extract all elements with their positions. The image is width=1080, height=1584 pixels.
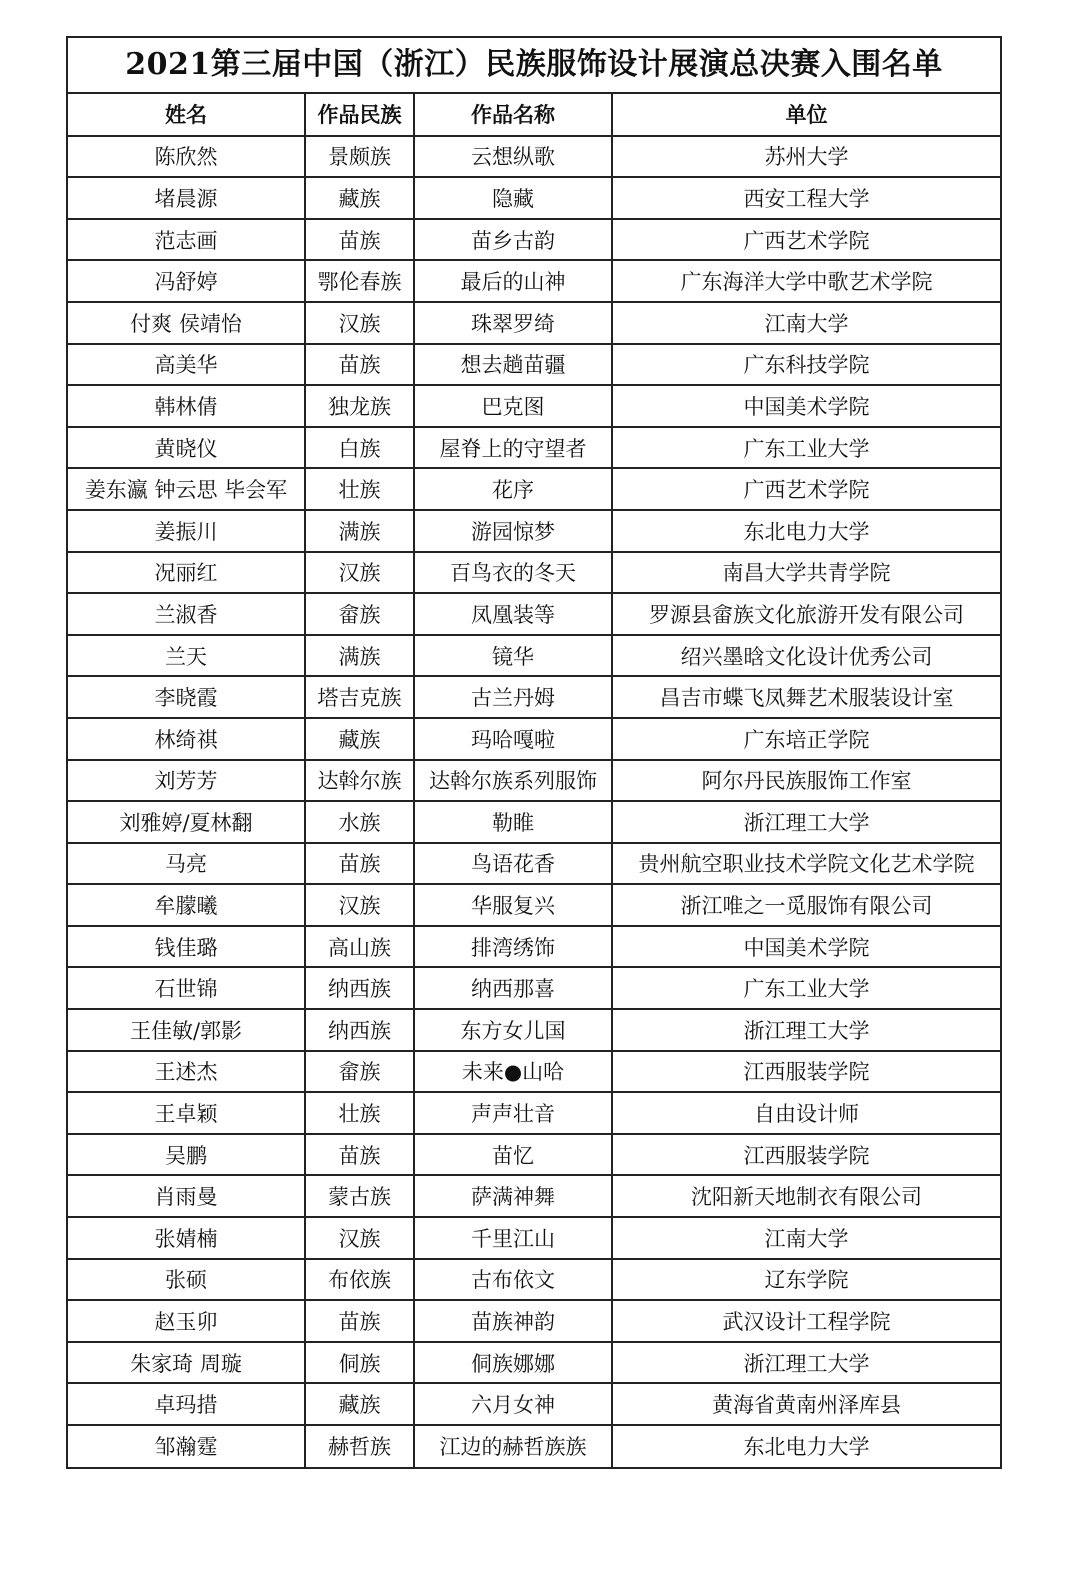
table-row [68,136,1000,178]
cell-organization: 阿尔丹民族服饰工作室 [612,760,1000,802]
cell-organization: 浙江理工大学 [612,801,1000,843]
cell-ethnicity: 满族 [305,510,414,552]
finalist-list-sheet [66,36,1002,1469]
table-row [68,219,1000,261]
cell-work-title: 苗族神韵 [414,1300,612,1342]
table-row [68,260,1000,302]
cell-work-title: 百鸟衣的冬天 [414,552,612,594]
cell-name: 张婧楠 [68,1217,305,1259]
cell-name: 刘芳芳 [68,760,305,802]
cell-ethnicity: 独龙族 [305,385,414,427]
cell-organization: 广东工业大学 [612,967,1000,1009]
column-header-ethnicity: 作品民族 [305,94,414,136]
table-row [68,801,1000,843]
cell-name: 高美华 [68,344,305,386]
table-row [68,1383,1000,1425]
cell-work-title: 珠翠罗绮 [414,302,612,344]
table-row [68,468,1000,510]
cell-organization: 广东科技学院 [612,344,1000,386]
cell-work-title: 声声壮音 [414,1092,612,1134]
cell-name: 李晓霞 [68,676,305,718]
cell-ethnicity: 赫哲族 [305,1425,414,1467]
cell-organization: 东北电力大学 [612,510,1000,552]
table-row [68,344,1000,386]
cell-ethnicity: 满族 [305,635,414,677]
cell-ethnicity: 苗族 [305,1134,414,1176]
table-row [68,593,1000,635]
cell-work-title: 隐藏 [414,177,612,219]
cell-work-title: 花序 [414,468,612,510]
table-row [68,302,1000,344]
cell-organization: 浙江唯之一觅服饰有限公司 [612,884,1000,926]
table-row [68,1342,1000,1384]
cell-ethnicity: 畲族 [305,1051,414,1093]
table-row [68,385,1000,427]
cell-work-title: 纳西那喜 [414,967,612,1009]
cell-name: 兰淑香 [68,593,305,635]
cell-organization: 江南大学 [612,1217,1000,1259]
cell-name: 王卓颖 [68,1092,305,1134]
cell-ethnicity: 壮族 [305,468,414,510]
cell-work-title: 侗族娜娜 [414,1342,612,1384]
cell-ethnicity: 鄂伦春族 [305,260,414,302]
cell-name: 姜东瀛 钟云思 毕会军 [68,468,305,510]
cell-name: 况丽红 [68,552,305,594]
table-row [68,884,1000,926]
cell-ethnicity: 苗族 [305,1300,414,1342]
cell-ethnicity: 藏族 [305,177,414,219]
cell-organization: 武汉设计工程学院 [612,1300,1000,1342]
table-row [68,1300,1000,1342]
cell-organization: 辽东学院 [612,1259,1000,1301]
cell-ethnicity: 景颇族 [305,136,414,178]
cell-name: 牟朦曦 [68,884,305,926]
cell-name: 石世锦 [68,967,305,1009]
cell-work-title: 未来●山哈 [414,1051,612,1093]
cell-name: 陈欣然 [68,136,305,178]
cell-name: 吴鹏 [68,1134,305,1176]
cell-name: 林绮祺 [68,718,305,760]
cell-organization: 广东培正学院 [612,718,1000,760]
cell-ethnicity: 汉族 [305,1217,414,1259]
cell-organization: 南昌大学共青学院 [612,552,1000,594]
cell-organization: 绍兴墨晗文化设计优秀公司 [612,635,1000,677]
cell-work-title: 东方女儿国 [414,1009,612,1051]
cell-organization: 西安工程大学 [612,177,1000,219]
cell-name: 黄晓仪 [68,427,305,469]
cell-organization: 江西服装学院 [612,1134,1000,1176]
cell-ethnicity: 壮族 [305,1092,414,1134]
cell-ethnicity: 汉族 [305,302,414,344]
table-row [68,177,1000,219]
cell-name: 刘雅婷/夏林翻 [68,801,305,843]
cell-name: 范志画 [68,219,305,261]
page-title: 2021第三届中国（浙江）民族服饰设计展演总决赛入围名单 [68,38,1000,94]
cell-organization: 黄海省黄南州泽库县 [612,1383,1000,1425]
cell-name: 朱家琦 周璇 [68,1342,305,1384]
cell-ethnicity: 苗族 [305,843,414,885]
cell-work-title: 千里江山 [414,1217,612,1259]
cell-organization: 浙江理工大学 [612,1342,1000,1384]
table-row [68,1175,1000,1217]
cell-work-title: 游园惊梦 [414,510,612,552]
table-row [68,676,1000,718]
cell-organization: 罗源县畲族文化旅游开发有限公司 [612,593,1000,635]
cell-organization: 昌吉市蝶飞凤舞艺术服装设计室 [612,676,1000,718]
cell-work-title: 屋脊上的守望者 [414,427,612,469]
cell-work-title: 鸟语花香 [414,843,612,885]
cell-ethnicity: 塔吉克族 [305,676,414,718]
cell-work-title: 勒睢 [414,801,612,843]
cell-name: 付爽 侯靖怡 [68,302,305,344]
cell-work-title: 想去趟苗疆 [414,344,612,386]
table-row [68,926,1000,968]
cell-name: 王佳敏/郭影 [68,1009,305,1051]
cell-name: 马亮 [68,843,305,885]
cell-ethnicity: 纳西族 [305,967,414,1009]
table-row [68,843,1000,885]
cell-ethnicity: 藏族 [305,1383,414,1425]
cell-organization: 江西服装学院 [612,1051,1000,1093]
finalist-table [68,94,1000,1467]
cell-name: 赵玉卯 [68,1300,305,1342]
cell-ethnicity: 布依族 [305,1259,414,1301]
cell-work-title: 萨满神舞 [414,1175,612,1217]
cell-organization: 广东工业大学 [612,427,1000,469]
table-row [68,760,1000,802]
table-row [68,1092,1000,1134]
column-header-organization: 单位 [612,94,1000,136]
cell-work-title: 古布依文 [414,1259,612,1301]
cell-name: 韩林倩 [68,385,305,427]
table-row [68,1009,1000,1051]
cell-ethnicity: 白族 [305,427,414,469]
table-header-row [68,94,1000,136]
cell-organization: 苏州大学 [612,136,1000,178]
cell-work-title: 镜华 [414,635,612,677]
cell-organization: 广东海洋大学中歌艺术学院 [612,260,1000,302]
cell-work-title: 苗忆 [414,1134,612,1176]
cell-organization: 广西艺术学院 [612,468,1000,510]
cell-organization: 中国美术学院 [612,926,1000,968]
cell-work-title: 排湾绣饰 [414,926,612,968]
cell-ethnicity: 纳西族 [305,1009,414,1051]
cell-work-title: 古兰丹姆 [414,676,612,718]
cell-ethnicity: 水族 [305,801,414,843]
cell-name: 姜振川 [68,510,305,552]
column-header-work-title: 作品名称 [414,94,612,136]
cell-ethnicity: 汉族 [305,884,414,926]
cell-name: 邹瀚霆 [68,1425,305,1467]
cell-ethnicity: 畲族 [305,593,414,635]
table-row [68,1259,1000,1301]
table-row [68,635,1000,677]
cell-name: 堵晨源 [68,177,305,219]
cell-work-title: 云想纵歌 [414,136,612,178]
cell-ethnicity: 苗族 [305,344,414,386]
cell-work-title: 苗乡古韵 [414,219,612,261]
cell-ethnicity: 汉族 [305,552,414,594]
cell-name: 钱佳璐 [68,926,305,968]
cell-name: 冯舒婷 [68,260,305,302]
cell-work-title: 凤凰装等 [414,593,612,635]
cell-organization: 沈阳新天地制衣有限公司 [612,1175,1000,1217]
table-row [68,1134,1000,1176]
cell-name: 肖雨曼 [68,1175,305,1217]
cell-work-title: 六月女神 [414,1383,612,1425]
table-row [68,427,1000,469]
table-row [68,1425,1000,1467]
column-header-name: 姓名 [68,94,305,136]
cell-work-title: 最后的山神 [414,260,612,302]
cell-ethnicity: 苗族 [305,219,414,261]
cell-name: 兰天 [68,635,305,677]
cell-ethnicity: 蒙古族 [305,1175,414,1217]
cell-work-title: 华服复兴 [414,884,612,926]
table-row [68,967,1000,1009]
table-row [68,718,1000,760]
cell-organization: 江南大学 [612,302,1000,344]
table-row [68,1217,1000,1259]
cell-name: 王述杰 [68,1051,305,1093]
cell-ethnicity: 藏族 [305,718,414,760]
cell-organization: 贵州航空职业技术学院文化艺术学院 [612,843,1000,885]
table-row [68,510,1000,552]
cell-organization: 中国美术学院 [612,385,1000,427]
cell-ethnicity: 达斡尔族 [305,760,414,802]
cell-work-title: 江边的赫哲族族 [414,1425,612,1467]
cell-ethnicity: 高山族 [305,926,414,968]
cell-work-title: 巴克图 [414,385,612,427]
cell-work-title: 玛哈嘎啦 [414,718,612,760]
table-row [68,1051,1000,1093]
table-row [68,552,1000,594]
cell-organization: 浙江理工大学 [612,1009,1000,1051]
cell-organization: 广西艺术学院 [612,219,1000,261]
cell-name: 张硕 [68,1259,305,1301]
cell-ethnicity: 侗族 [305,1342,414,1384]
cell-work-title: 达斡尔族系列服饰 [414,760,612,802]
cell-name: 卓玛措 [68,1383,305,1425]
cell-organization: 自由设计师 [612,1092,1000,1134]
cell-organization: 东北电力大学 [743,1435,870,1460]
